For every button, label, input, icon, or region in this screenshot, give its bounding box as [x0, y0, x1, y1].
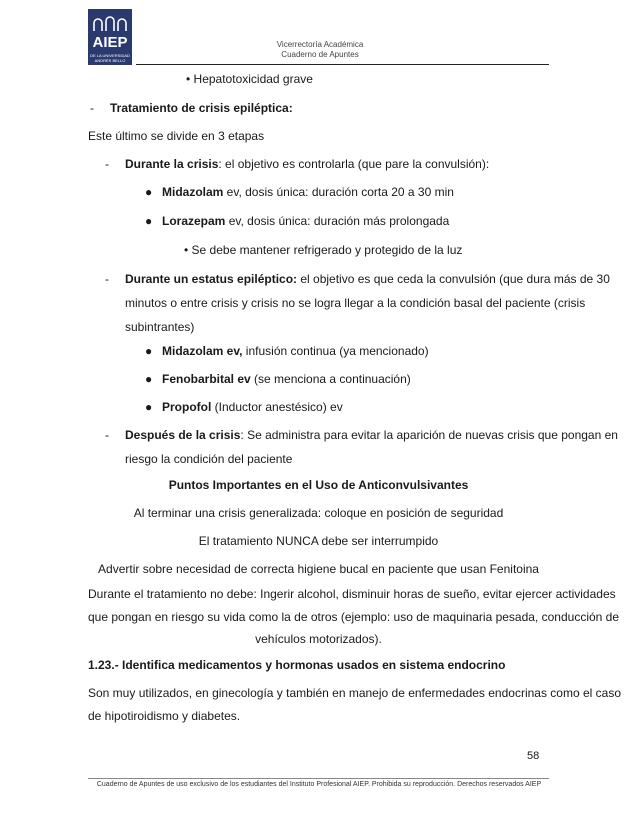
paragraph-line: Son muy utilizados, en ginecología y también en manejo de enfermedades endocrinas como el caso [88, 686, 621, 700]
list-item: Fenobarbital ev (se menciona a continuación) [162, 372, 411, 386]
paragraph-line: Durante el tratamiento no debe: Ingerir alcohol, disminuir horas de sueño, evitar ejercer actividades [88, 587, 616, 601]
section-heading: Puntos Importantes en el Uso de Anticonvulsivantes [168, 478, 469, 492]
footer-text: Cuaderno de Apuntes de uso exclusivo de los estudiantes del Instituto Profesional AIEP. Prohibida su reproducción. Derechos reservados AIEP [96, 781, 542, 788]
paragraph-line: Este último se divide en 3 etapas [88, 129, 265, 143]
paragraph-line: de hipotiroidismo y diabetes. [88, 709, 241, 723]
section-heading: 1.23.- Identifica medicamentos y hormonas usados en sistema endocrino [88, 658, 506, 672]
footer-rule [88, 778, 549, 779]
header-line-2: Cuaderno de Apuntes [281, 50, 359, 59]
paragraph-line: que pongan en riesgo su vida como la de otros (ejemplo: uso de maquinaria pesada, conducción de [88, 610, 620, 624]
bullet-marker: ● [145, 372, 153, 386]
header-rule [136, 64, 549, 65]
header-line-1: Vicerrectoría Académica [276, 40, 364, 49]
paragraph-line: minutos o entre crisis y crisis no se logra llegar a la condición basal del paciente (crisis [125, 296, 586, 310]
dash-marker: - [105, 272, 109, 286]
dash-marker: - [105, 428, 109, 442]
list-item: Lorazepam ev, dosis única: duración más prolongada [162, 214, 450, 228]
paragraph-line: El tratamiento NUNCA debe ser interrumpido [198, 534, 439, 548]
bullet-marker: ● [145, 214, 153, 228]
bullet-marker: ● [145, 185, 153, 199]
logo-subtitle: DE LA UNIVERSIDAD ANDRÉS BELLO [90, 53, 130, 63]
dash-marker: - [105, 157, 109, 171]
bullet-marker: ● [145, 344, 153, 358]
list-item: • Hepatotoxicidad grave [186, 72, 313, 86]
list-item: Midazolam ev, infusión continua (ya mencionado) [162, 344, 429, 358]
list-item: Propofol (Inductor anestésico) ev [162, 400, 343, 414]
logo-arches-icon [92, 13, 128, 33]
paragraph-line: vehículos motorizados). [255, 632, 382, 646]
list-item: • Se debe mantener refrigerado y protegido de la luz [184, 243, 463, 257]
page-number: 58 [527, 750, 540, 762]
list-item: Durante un estatus epiléptico: el objetivo es que ceda la convulsión (que dura más de 30 [125, 272, 610, 286]
aiep-logo [88, 9, 132, 65]
paragraph-line: Advertir sobre necesidad de correcta higiene bucal en paciente que usan Fenitoina [98, 562, 539, 576]
paragraph-line: subintrantes) [125, 320, 195, 334]
section-heading: Tratamiento de crisis epiléptica: [110, 101, 293, 115]
paragraph-line: riesgo la condición del paciente [125, 452, 293, 466]
bullet-marker: ● [145, 400, 153, 414]
list-item: Midazolam ev, dosis única: duración corta 20 a 30 min [162, 185, 454, 199]
dash-marker: - [90, 101, 94, 115]
list-item: Durante la crisis: el objetivo es controlarla (que pare la convulsión): [125, 157, 490, 171]
list-item: Después de la crisis: Se administra para evitar la aparición de nuevas crisis que pongan en [125, 428, 618, 442]
paragraph-line: Al terminar una crisis generalizada: coloque en posición de seguridad [133, 506, 504, 520]
logo-wordmark: AIEP [92, 34, 128, 51]
